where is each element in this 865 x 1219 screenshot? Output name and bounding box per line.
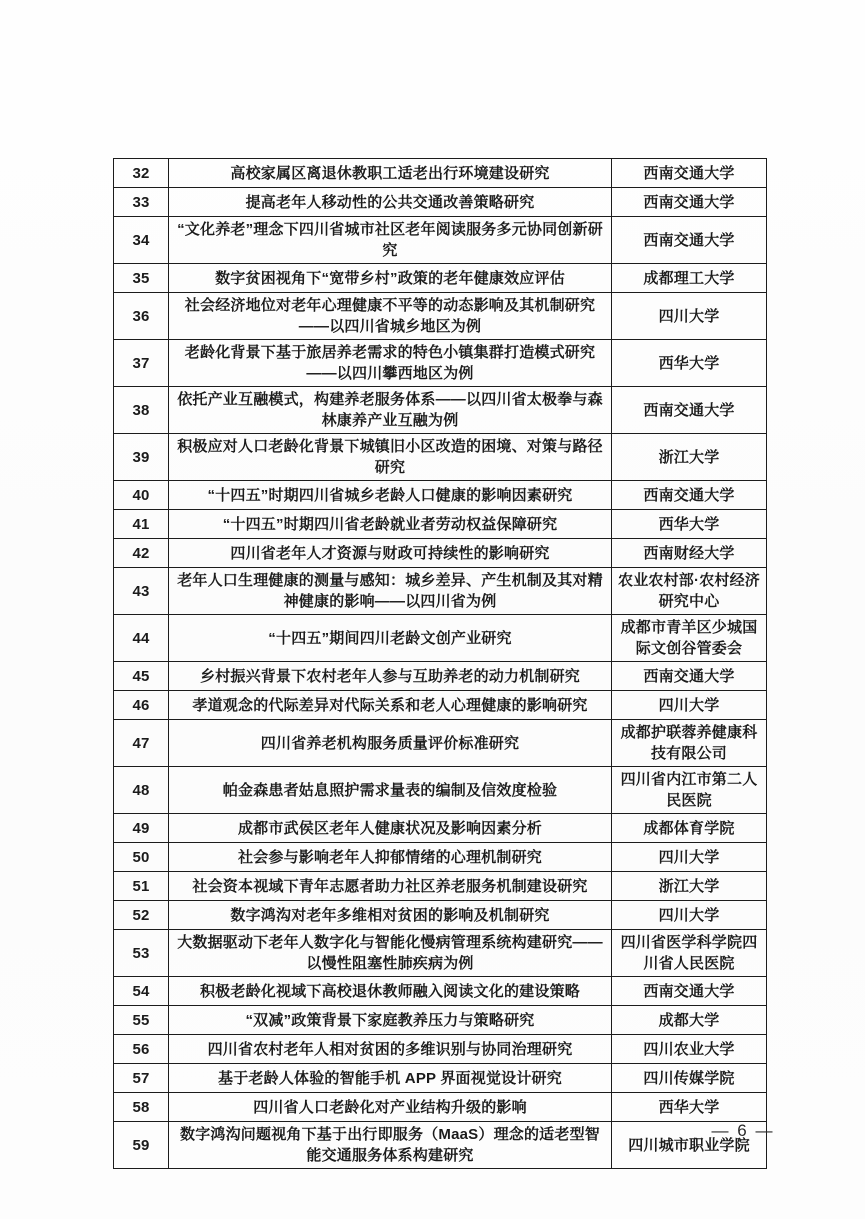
institution-cell: 四川农业大学 [612,1035,767,1064]
project-title-cell: 老年人口生理健康的测量与感知：城乡差异、产生机制及其对精神健康的影响——以四川省为例 [169,568,612,615]
row-number-cell: 49 [114,814,169,843]
institution-cell: 成都市青羊区少城国际文创谷管委会 [612,615,767,662]
table-row [114,568,767,615]
project-title-cell: 数字贫困视角下“宽带乡村”政策的老年健康效应评估 [169,264,612,293]
project-title-cell: 孝道观念的代际差异对代际关系和老人心理健康的影响研究 [169,691,612,720]
project-title-cell: 四川省养老机构服务质量评价标准研究 [169,720,612,767]
institution-cell: 西南交通大学 [612,977,767,1006]
project-title-cell: 四川省农村老年人相对贫困的多维识别与协同治理研究 [169,1035,612,1064]
table-row [114,1035,767,1064]
institution-cell: 西南交通大学 [612,387,767,434]
institution-cell: 西南交通大学 [612,662,767,691]
project-title-cell: 数字鸿沟问题视角下基于出行即服务（MaaS）理念的适老型智能交通服务体系构建研究 [169,1122,612,1169]
table-row [114,1122,767,1169]
institution-cell: 四川省医学科学院四川省人民医院 [612,930,767,977]
project-title-cell: “双减”政策背景下家庭教养压力与策略研究 [169,1006,612,1035]
row-number-cell: 46 [114,691,169,720]
row-number-cell: 35 [114,264,169,293]
table-row [114,387,767,434]
row-number-cell: 54 [114,977,169,1006]
table-row [114,264,767,293]
project-title-cell: 帕金森患者姑息照护需求量表的编制及信效度检验 [169,767,612,814]
row-number-cell: 48 [114,767,169,814]
row-number-cell: 38 [114,387,169,434]
project-title-cell: 积极应对人口老龄化背景下城镇旧小区改造的困境、对策与路径研究 [169,434,612,481]
row-number-cell: 51 [114,872,169,901]
table-row [114,293,767,340]
institution-cell: 浙江大学 [612,872,767,901]
row-number-cell: 36 [114,293,169,340]
institution-cell: 四川大学 [612,901,767,930]
table-row [114,901,767,930]
table-row [114,814,767,843]
institution-cell: 四川传媒学院 [612,1064,767,1093]
institution-cell: 四川城市职业学院 [612,1122,767,1169]
institution-cell: 四川大学 [612,691,767,720]
project-title-cell: 社会经济地位对老年心理健康不平等的动态影响及其机制研究——以四川省城乡地区为例 [169,293,612,340]
row-number-cell: 43 [114,568,169,615]
project-title-cell: “十四五”期间四川老龄文创产业研究 [169,615,612,662]
project-title-cell: “十四五”时期四川省城乡老龄人口健康的影响因素研究 [169,481,612,510]
table-row [114,340,767,387]
institution-cell: 成都体育学院 [612,814,767,843]
table-row [114,930,767,977]
row-number-cell: 52 [114,901,169,930]
institution-cell: 四川大学 [612,843,767,872]
institution-cell: 西南财经大学 [612,539,767,568]
table-row [114,434,767,481]
table-row [114,188,767,217]
institution-cell: 四川省内江市第二人民医院 [612,767,767,814]
row-number-cell: 55 [114,1006,169,1035]
institution-cell: 西南交通大学 [612,159,767,188]
table-row [114,1006,767,1035]
project-title-cell: 社会参与影响老年人抑郁情绪的心理机制研究 [169,843,612,872]
project-title-cell: 老龄化背景下基于旅居养老需求的特色小镇集群打造模式研究——以四川攀西地区为例 [169,340,612,387]
institution-cell: 成都理工大学 [612,264,767,293]
row-number-cell: 57 [114,1064,169,1093]
institution-cell: 西南交通大学 [612,188,767,217]
project-title-cell: 四川省老年人才资源与财政可持续性的影响研究 [169,539,612,568]
institution-cell: 西华大学 [612,510,767,539]
table-row [114,872,767,901]
row-number-cell: 34 [114,217,169,264]
row-number-cell: 59 [114,1122,169,1169]
project-title-cell: 社会资本视域下青年志愿者助力社区养老服务机制建设研究 [169,872,612,901]
project-title-cell: 积极老龄化视域下高校退休教师融入阅读文化的建设策略 [169,977,612,1006]
table-row [114,977,767,1006]
project-title-cell: 成都市武侯区老年人健康状况及影响因素分析 [169,814,612,843]
project-table-body [114,159,767,1169]
institution-cell: 成都护联蓉养健康科技有限公司 [612,720,767,767]
institution-cell: 西南交通大学 [612,217,767,264]
row-number-cell: 41 [114,510,169,539]
project-title-cell: 基于老龄人体验的智能手机 APP 界面视觉设计研究 [169,1064,612,1093]
project-list-table [113,158,767,1169]
row-number-cell: 39 [114,434,169,481]
institution-cell: 农业农村部·农村经济研究中心 [612,568,767,615]
project-title-cell: 高校家属区离退休教职工适老出行环境建设研究 [169,159,612,188]
table-row [114,720,767,767]
row-number-cell: 50 [114,843,169,872]
row-number-cell: 58 [114,1093,169,1122]
row-number-cell: 37 [114,340,169,387]
project-title-cell: 数字鸿沟对老年多维相对贫困的影响及机制研究 [169,901,612,930]
project-title-cell: 大数据驱动下老年人数字化与智能化慢病管理系统构建研究——以慢性阻塞性肺疾病为例 [169,930,612,977]
institution-cell: 浙江大学 [612,434,767,481]
row-number-cell: 47 [114,720,169,767]
row-number-cell: 32 [114,159,169,188]
page-number: — 6 — [711,1121,775,1140]
institution-cell: 成都大学 [612,1006,767,1035]
table-row [114,539,767,568]
table-row [114,691,767,720]
row-number-cell: 53 [114,930,169,977]
project-title-cell: 提高老年人移动性的公共交通改善策略研究 [169,188,612,217]
institution-cell: 西南交通大学 [612,481,767,510]
institution-cell: 西华大学 [612,340,767,387]
project-title-cell: “十四五”时期四川省老龄就业者劳动权益保障研究 [169,510,612,539]
table-row [114,662,767,691]
row-number-cell: 33 [114,188,169,217]
row-number-cell: 40 [114,481,169,510]
table-row [114,843,767,872]
row-number-cell: 44 [114,615,169,662]
institution-cell: 四川大学 [612,293,767,340]
table-row [114,1093,767,1122]
project-title-cell: 四川省人口老龄化对产业结构升级的影响 [169,1093,612,1122]
row-number-cell: 42 [114,539,169,568]
project-title-cell: “文化养老”理念下四川省城市社区老年阅读服务多元协同创新研究 [169,217,612,264]
table-row [114,1064,767,1093]
project-title-cell: 依托产业互融模式，构建养老服务体系——以四川省太极拳与森林康养产业互融为例 [169,387,612,434]
table-row [114,481,767,510]
table-row [114,159,767,188]
institution-cell: 西华大学 [612,1093,767,1122]
table-row [114,767,767,814]
row-number-cell: 45 [114,662,169,691]
row-number-cell: 56 [114,1035,169,1064]
project-title-cell: 乡村振兴背景下农村老年人参与互助养老的动力机制研究 [169,662,612,691]
table-row [114,510,767,539]
table-row [114,217,767,264]
table-row [114,615,767,662]
